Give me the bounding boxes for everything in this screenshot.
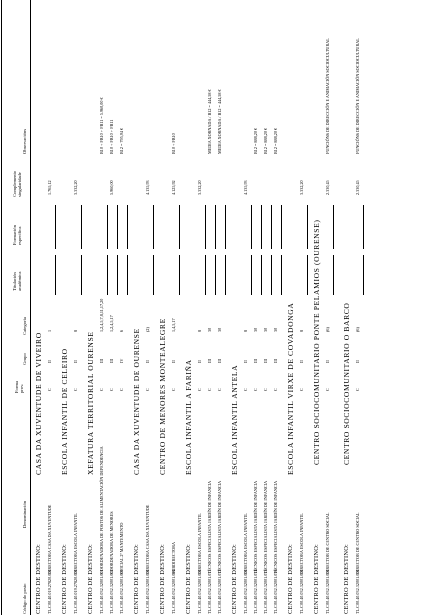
cell-complemento: 1.765,12 [47,180,52,195]
table-row [272,0,282,615]
cell-grupo: II [299,360,304,363]
centro-section-header [32,0,46,615]
header-denominacion: Denominación [22,500,27,528]
cell-codigo: TL.C00.40.032.32001.001 [355,569,360,614]
cell-codigo: TL.C00.40.032.32001.004 [171,569,176,614]
header-codigo: Código do posto [22,583,27,614]
cell-categoria: (6) [355,327,360,332]
blank-field-line [225,255,226,295]
cell-codigo: TL.C00.40.032.32001.001 [99,569,104,614]
cell-denominacion: TÉCNICOS ESPECIALISTA JARDÍN DE INFANCIA [273,480,278,574]
cell-observacions: B12 = 888,20 € [263,127,268,154]
centro-title: ESCOLA INFANTIL VIRXE DE COVADONGA [286,302,295,475]
cell-categoria: 1,2,4,5,17 [109,315,114,332]
centro-section-header [58,0,72,615]
table-header [0,0,30,615]
cell-categoria: 8 [299,329,304,332]
cell-grupo: II [325,360,330,363]
cell-complemento: 4.135,93 [145,180,150,195]
cell-forma: C [299,388,304,391]
cell-categoria: 30 [207,327,212,332]
centro-label: CENTRO DE DESTINO: [287,544,294,614]
cell-complemento: 3.332,20 [73,180,78,195]
cell-codigo: TL.C00.40.032.32001.011 [207,569,212,614]
table-row [118,0,128,615]
cell-categoria: 8 [73,329,78,332]
cell-complemento: 5.960,00 [109,180,114,195]
cell-forma: C [207,388,212,391]
cell-observacions: B10 + FB10 [171,133,176,154]
blank-field-line [179,255,180,295]
cell-grupo: II [243,360,248,363]
centro-label: CENTRO DE DESTINO: [61,544,68,614]
cell-denominacion: OFICIAL 2ª MANTEMENTO [119,522,124,574]
centro-section-header [340,0,354,615]
header-grupo: Grupo [22,353,27,365]
cell-complemento: 3.332,20 [197,180,202,195]
table-row [108,0,118,615]
cell-forma: C [99,388,104,391]
blank-field-line [225,205,226,249]
centro-section-header [284,0,298,615]
cell-codigo: TL.C00.40.032.32001.001 [197,569,202,614]
cell-forma: C [171,388,176,391]
cell-categoria: (2) [145,327,150,332]
cell-forma: C [145,388,150,391]
cell-complemento: 2.330,45 [325,180,330,195]
cell-grupo: III [207,358,212,363]
header-complemento: Complemento singularidade [12,170,22,197]
cell-observacions: FUNCIÓNS DE DIRECCIÓN E ANIMACIÓN SOCIOCULTURAL [355,38,360,154]
cell-denominacion: DIRECTORA CASA DA XUVENTUDE [145,504,150,574]
cell-categoria: 1,4,5,17 [171,318,176,332]
blank-field-line [153,255,154,295]
cell-observacions: B12 = 888,20 € [273,127,278,154]
cell-grupo: III [99,358,104,363]
cell-categoria: (6) [325,327,330,332]
cell-grupo: II [73,360,78,363]
cell-forma: C [243,388,248,391]
cell-grupo: II [47,360,52,363]
blank-field-line [81,255,82,295]
cell-denominacion: COORDENADORA DE POSTOS DE ALIMENTACIÓN DEPENDENCIA [99,446,104,574]
cell-denominacion: SUBDIRECTORA [171,541,176,574]
centro-label: CENTRO DE DESTINO: [231,544,238,614]
cell-complemento: 4.135,93 [243,180,248,195]
cell-categoria: 1 [47,329,52,332]
table-row [170,0,180,615]
blank-field-line [127,205,128,249]
cell-forma: C [273,388,278,391]
centro-title: ESCOLA INFANTIL DE CELEIRO [60,348,69,475]
header-formacion: Formación específica [12,225,22,245]
cell-forma: C [47,388,52,391]
table-row [324,0,338,615]
cell-grupo: III [273,358,278,363]
centro-label: CENTRO DE DESTINO: [343,544,350,614]
cell-complemento: 4.125,92 [171,180,176,195]
cell-complemento: 2.330,45 [355,180,360,195]
cell-observacions: B10 + FB10 + FB11 [109,119,114,154]
centro-section-header [228,0,242,615]
centro-section-header [130,0,144,615]
centro-label: CENTRO DE DESTINO: [313,544,320,614]
cell-codigo: TL.C00.40.032.32001.014 [253,569,258,614]
cell-codigo: TL.C00.40.032.32001.012 [217,569,222,614]
centro-label: CENTRO DE DESTINO: [185,544,192,614]
centro-section-header [84,0,98,615]
cell-observacions: B12 = 888,20 € [253,127,258,154]
blank-field-line [179,205,180,249]
centro-title: CENTRO SOCIOCOMUNITARIO PONTE PELAMIOS (OURENSE) [312,219,321,465]
blank-field-line [307,205,308,249]
blank-field-line [281,205,282,249]
cell-forma: C [119,388,124,391]
blank-field-line [55,255,56,295]
cell-categoria: 30 [273,327,278,332]
header-observacions: Observacións [22,128,27,154]
cell-categoria: 8 [243,329,248,332]
cell-denominacion: DIRECTORA ESCOLA INFANTIL [197,513,202,574]
cell-denominacion: COORDENADORA DE MENORES [109,511,114,574]
cell-forma: C [109,388,114,391]
centro-title: CENTRO DE MENORES MONTEALEGRE [158,318,167,475]
table-row [72,0,82,615]
centro-title: CASA DA XUVENTUDE DE OURENSE [132,328,141,475]
cell-observacions: B10 + FB10 + FB11 = 5.960,00 € [99,97,104,154]
table-row [242,0,252,615]
blank-field-line [281,255,282,295]
cell-grupo: IV [119,358,124,363]
blank-field-line [307,255,308,295]
centro-title: CENTRO SOCIOCOMUNITARIO O BARCO [342,302,351,465]
cell-denominacion: DIRECTOR DE CENTRO SOCIAL [325,512,330,574]
blank-field-line [153,205,154,249]
cell-forma: C [197,388,202,391]
cell-categoria: 30 [263,327,268,332]
centro-section-header [156,0,170,615]
cell-grupo: II [171,360,176,363]
cell-codigo: TL.C00.40.032.32001.001 [243,569,248,614]
cell-codigo: TL.C00.40.032.32001.001 [325,569,330,614]
centro-title: ESCOLA INFANTIL ANTELA [230,364,239,475]
cell-grupo: III [217,358,222,363]
cell-codigo: TL.C00.40.032.32001.003 [119,569,124,614]
table-row [298,0,308,615]
blank-field-line [127,255,128,295]
blank-field-line [55,205,56,249]
cell-denominacion: DIRECTORA ESCOLA INFANTIL [299,513,304,574]
table-row [98,0,108,615]
centro-title: CASA DA XUVENTUDE DE VIVEIRO [34,332,43,475]
cell-forma: C [355,388,360,391]
cell-observacions: B12 = 795,94 € [119,127,124,154]
cell-codigo: TL.C00.40.019.27820.001 [47,569,52,614]
cell-forma: C [325,388,330,391]
table-row [46,0,56,615]
cell-denominacion: DIRECTORA ESCOLA INFANTIL [73,513,78,574]
centro-title: XEFATURA TERRITORIAL OURENSE [86,331,95,475]
cell-denominacion: TÉCNICOS ESPECIALISTA JARDÍN DE INFANCIA [207,480,212,574]
header-rule [30,0,31,615]
cell-forma: C [217,388,222,391]
table-row [252,0,262,615]
header-titulacion: Titulación académica [12,271,22,291]
cell-codigo: TL.C00.40.032.32001.001 [299,569,304,614]
table-row [262,0,272,615]
cell-categoria: 30 [253,327,258,332]
cell-grupo: III [263,358,268,363]
header-forma-prov: Forma prov. [14,381,24,393]
cell-grupo: II [355,360,360,363]
centro-section-header [310,0,324,615]
centro-label: CENTRO DE DESTINO: [159,544,166,614]
blank-field-line [363,205,364,249]
table-row [144,0,154,615]
cell-grupo: II [145,360,150,363]
cell-complemento: 3.332,20 [299,180,304,195]
table-row [216,0,226,615]
cell-denominacion: DIRECTOR DE CENTRO SOCIAL [355,512,360,574]
cell-denominacion: TÉCNICOS ESPECIALISTA JARDÍN DE INFANCIA [253,480,258,574]
cell-codigo: TL.C00.40.032.32001.015 [263,569,268,614]
table-row [196,0,206,615]
cell-observacions: FUNCIÓNS DE DIRECCIÓN E ANIMACIÓN SOCIOCULTURAL [325,38,330,154]
cell-denominacion: DIRECTORA ESCOLA INFANTIL [243,513,248,574]
cell-codigo: TL.C00.40.019.27820.001 [73,569,78,614]
centro-title: ESCOLA INFANTIL A FARIÑA [184,359,193,475]
cell-codigo: TL.C00.40.032.32001.001 [145,569,150,614]
cell-grupo: II [197,360,202,363]
cell-categoria: 1,2,4,5,7,8,11,17,20 [99,298,104,332]
cell-categoria: 8 [197,329,202,332]
cell-categoria: 30 [217,327,222,332]
centro-label: CENTRO DE DESTINO: [133,544,140,614]
cell-codigo: TL.C00.40.032.32001.016 [273,569,278,614]
table-row [354,0,368,615]
cell-observacions: MEDIA XORNADA / B12 = 444,58 € [217,89,222,154]
blank-field-line [333,255,334,295]
table-row [206,0,216,615]
blank-field-line [363,255,364,295]
cell-forma: C [263,388,268,391]
cell-forma: C [73,388,78,391]
cell-codigo: TL.C00.40.032.32001.002 [109,569,114,614]
blank-field-line [81,205,82,249]
cell-denominacion: DIRECTORA CASA DA XUVENTUDE [47,504,52,574]
cell-grupo: III [109,358,114,363]
header-categoria: Categoría [22,317,27,335]
centro-section-header [182,0,196,615]
cell-categoria: 6 [119,329,124,332]
cell-grupo: III [253,358,258,363]
cell-denominacion: TÉCNICOS ESPECIALISTA JARDÍN DE INFANCIA [217,480,222,574]
blank-field-line [333,205,334,249]
cell-observacions: MEDIA XORNADA / B12 = 444,58 € [207,89,212,154]
cell-forma: C [253,388,258,391]
cell-denominacion: TÉCNICOS ESPECIALISTA JARDÍN DE INFANCIA [263,480,268,574]
centro-label: CENTRO DE DESTINO: [35,544,42,614]
centro-label: CENTRO DE DESTINO: [87,544,94,614]
